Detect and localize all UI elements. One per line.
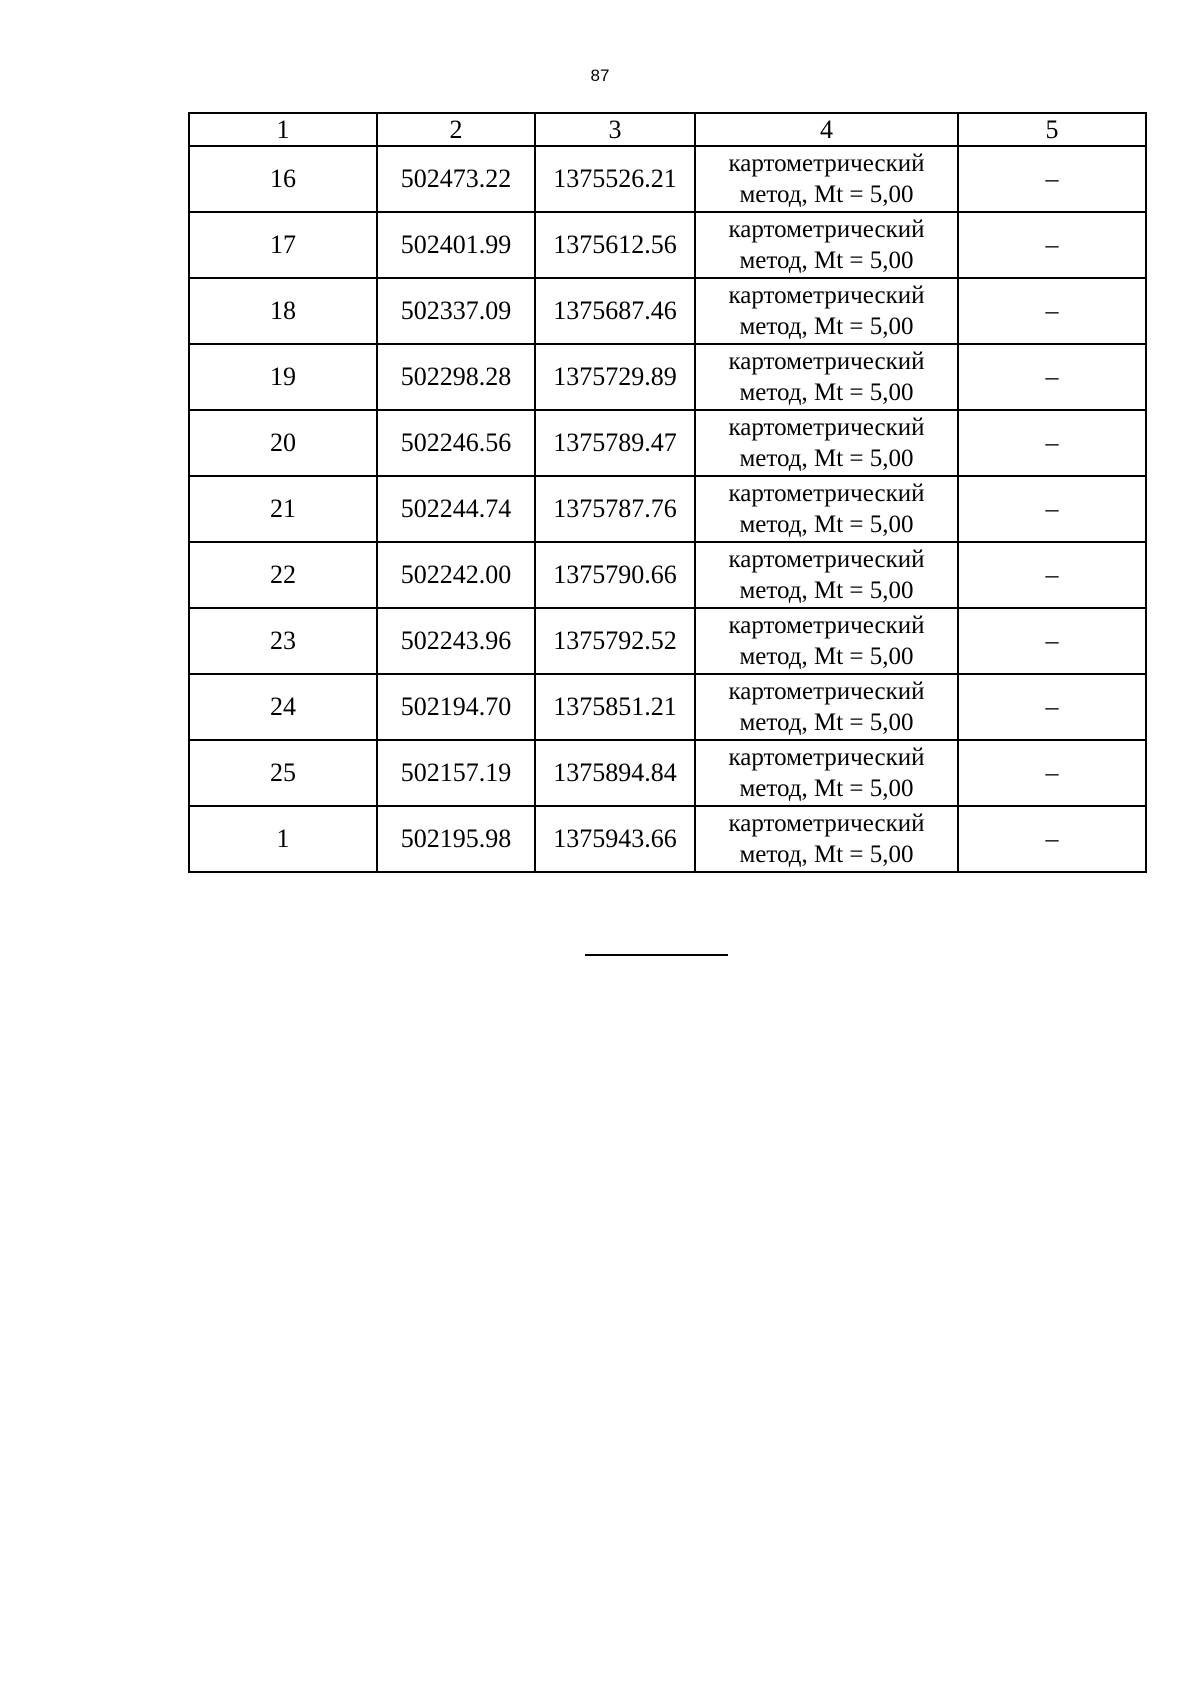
y-coordinate-cell: 1375790.66 [535, 542, 695, 608]
method-line-1: картометрический [728, 282, 925, 309]
method-line-2: метод, Mt = 5,00 [739, 181, 914, 208]
y-coordinate-cell: 1375792.52 [535, 608, 695, 674]
y-coordinate-cell: 1375787.76 [535, 476, 695, 542]
x-coordinate-cell: 502298.28 [377, 344, 535, 410]
method-line-2: метод, Mt = 5,00 [739, 379, 914, 406]
method-line-2: метод, Mt = 5,00 [739, 577, 914, 604]
y-coordinate-cell: 1375943.66 [535, 806, 695, 872]
end-of-document-rule [585, 954, 728, 956]
note-cell: – [958, 146, 1146, 212]
x-coordinate-cell: 502157.19 [377, 740, 535, 806]
table-row [189, 674, 1146, 740]
method-cell [695, 740, 958, 806]
y-coordinate-cell: 1375894.84 [535, 740, 695, 806]
method-cell [695, 476, 958, 542]
table-row [189, 542, 1146, 608]
note-cell: – [958, 542, 1146, 608]
table-row [189, 608, 1146, 674]
method-line-2: метод, Mt = 5,00 [739, 709, 914, 736]
note-cell: – [958, 806, 1146, 872]
table-row [189, 740, 1146, 806]
method-cell [695, 146, 958, 212]
coordinates-table [188, 112, 1147, 873]
point-number-cell: 16 [189, 146, 377, 212]
point-number-cell: 24 [189, 674, 377, 740]
method-line-1: картометрический [728, 150, 925, 177]
method-cell [695, 608, 958, 674]
method-line-2: метод, Mt = 5,00 [739, 247, 914, 274]
method-line-1: картометрический [728, 414, 925, 441]
note-cell: – [958, 608, 1146, 674]
y-coordinate-cell: 1375789.47 [535, 410, 695, 476]
column-header: 4 [695, 113, 958, 146]
note-cell: – [958, 278, 1146, 344]
table-row [189, 278, 1146, 344]
method-line-2: метод, Mt = 5,00 [739, 445, 914, 472]
method-line-1: картометрический [728, 480, 925, 507]
table-row [189, 146, 1146, 212]
page-number: 87 [590, 66, 610, 85]
method-cell [695, 674, 958, 740]
method-line-2: метод, Mt = 5,00 [739, 313, 914, 340]
x-coordinate-cell: 502337.09 [377, 278, 535, 344]
note-cell: – [958, 212, 1146, 278]
x-coordinate-cell: 502242.00 [377, 542, 535, 608]
column-header: 5 [958, 113, 1146, 146]
method-line-1: картометрический [728, 678, 925, 705]
note-cell: – [958, 674, 1146, 740]
y-coordinate-cell: 1375687.46 [535, 278, 695, 344]
x-coordinate-cell: 502244.74 [377, 476, 535, 542]
point-number-cell: 19 [189, 344, 377, 410]
method-line-1: картометрический [728, 546, 925, 573]
method-line-1: картометрический [728, 612, 925, 639]
point-number-cell: 1 [189, 806, 377, 872]
table-row [189, 806, 1146, 872]
method-line-1: картометрический [728, 216, 925, 243]
note-cell: – [958, 410, 1146, 476]
method-cell [695, 212, 958, 278]
y-coordinate-cell: 1375851.21 [535, 674, 695, 740]
method-line-1: картометрический [728, 744, 925, 771]
point-number-cell: 21 [189, 476, 377, 542]
note-cell: – [958, 476, 1146, 542]
method-cell [695, 278, 958, 344]
y-coordinate-cell: 1375729.89 [535, 344, 695, 410]
point-number-cell: 20 [189, 410, 377, 476]
method-line-1: картометрический [728, 348, 925, 375]
y-coordinate-cell: 1375526.21 [535, 146, 695, 212]
point-number-cell: 17 [189, 212, 377, 278]
method-line-2: метод, Mt = 5,00 [739, 511, 914, 538]
method-line-2: метод, Mt = 5,00 [739, 643, 914, 670]
method-cell [695, 344, 958, 410]
x-coordinate-cell: 502401.99 [377, 212, 535, 278]
method-cell [695, 410, 958, 476]
x-coordinate-cell: 502195.98 [377, 806, 535, 872]
note-cell: – [958, 344, 1146, 410]
method-cell [695, 542, 958, 608]
method-line-2: метод, Mt = 5,00 [739, 841, 914, 868]
column-header: 1 [189, 113, 377, 146]
x-coordinate-cell: 502246.56 [377, 410, 535, 476]
method-line-1: картометрический [728, 810, 925, 837]
table-row [189, 410, 1146, 476]
x-coordinate-cell: 502473.22 [377, 146, 535, 212]
method-cell [695, 806, 958, 872]
table-row [189, 344, 1146, 410]
column-header: 2 [377, 113, 535, 146]
point-number-cell: 22 [189, 542, 377, 608]
table-header-row [189, 113, 1146, 146]
column-header: 3 [535, 113, 695, 146]
y-coordinate-cell: 1375612.56 [535, 212, 695, 278]
point-number-cell: 25 [189, 740, 377, 806]
table-row [189, 212, 1146, 278]
table-row [189, 476, 1146, 542]
note-cell: – [958, 740, 1146, 806]
x-coordinate-cell: 502194.70 [377, 674, 535, 740]
x-coordinate-cell: 502243.96 [377, 608, 535, 674]
point-number-cell: 18 [189, 278, 377, 344]
method-line-2: метод, Mt = 5,00 [739, 775, 914, 802]
point-number-cell: 23 [189, 608, 377, 674]
